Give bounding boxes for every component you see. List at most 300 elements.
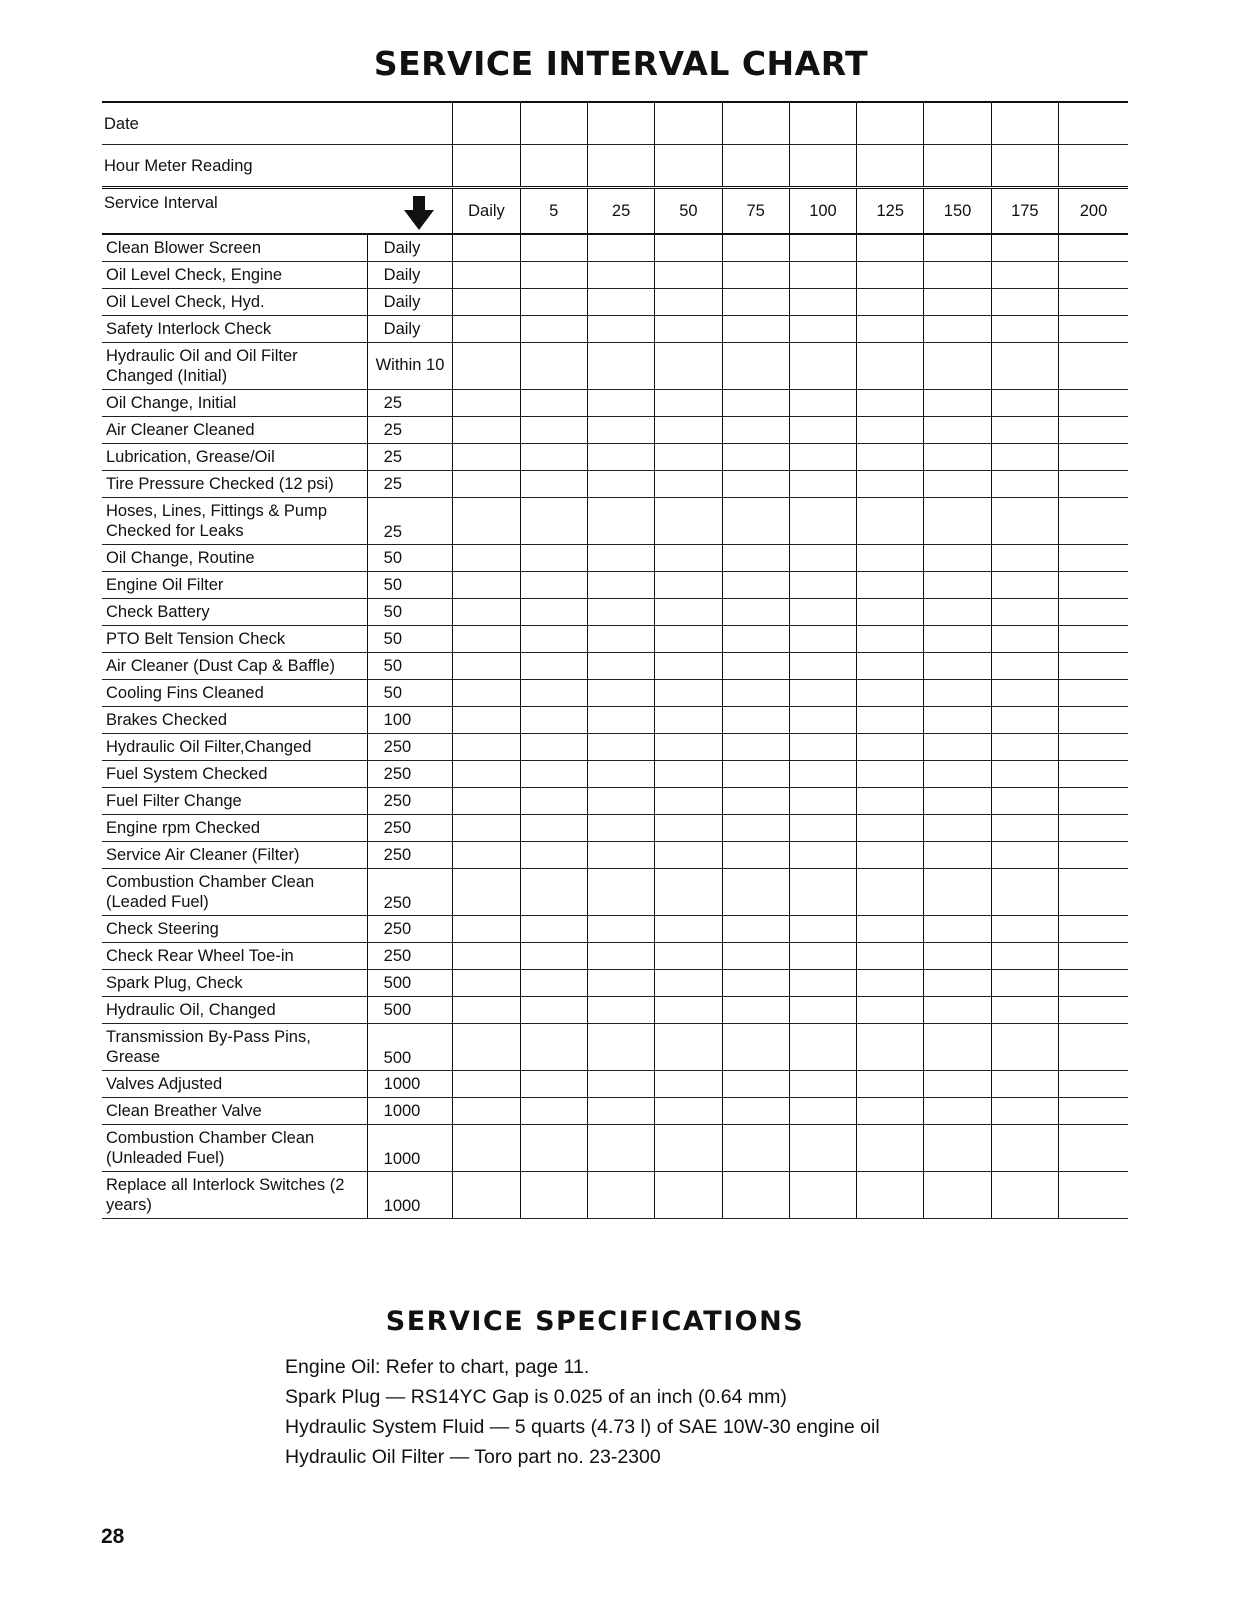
service-item-name: Check Rear Wheel Toe-in [102,943,367,970]
table-row [102,1172,1128,1219]
log-cell [789,943,856,970]
log-cell [789,788,856,815]
log-cell [453,815,520,842]
log-cell [789,234,856,262]
date-cell [587,102,654,145]
meter-cell [789,145,856,188]
log-cell [991,626,1058,653]
log-cell [520,1071,587,1098]
log-cell [789,1098,856,1125]
specs-list [285,1352,880,1472]
log-cell [924,572,991,599]
service-item-interval: 500 [367,997,453,1024]
log-cell [722,653,789,680]
log-cell [453,680,520,707]
log-cell [655,707,722,734]
log-cell [857,343,924,390]
log-cell [453,545,520,572]
service-item-interval: 250 [367,869,453,916]
log-cell [587,734,654,761]
service-item-name: Oil Change, Routine [102,545,367,572]
service-item-name: Transmission By-Pass Pins, Grease [102,1024,367,1071]
log-cell [789,680,856,707]
meter-cell [1059,145,1129,188]
log-cell [991,943,1058,970]
log-cell [924,599,991,626]
log-cell [520,653,587,680]
log-cell [453,788,520,815]
log-cell [789,653,856,680]
table-row [102,916,1128,943]
log-cell [587,916,654,943]
log-cell [722,707,789,734]
table-row [102,680,1128,707]
log-cell [1059,997,1129,1024]
service-item-name: Engine rpm Checked [102,815,367,842]
log-cell [722,1125,789,1172]
log-cell [655,289,722,316]
log-cell [857,626,924,653]
log-cell [655,734,722,761]
log-cell [722,390,789,417]
log-cell [924,1024,991,1071]
log-cell [722,444,789,471]
hour-col-header: 50 [655,188,722,235]
log-cell [520,1172,587,1219]
log-cell [520,916,587,943]
log-cell [587,262,654,289]
log-cell [857,1071,924,1098]
log-cell [991,815,1058,842]
log-cell [991,444,1058,471]
log-cell [655,653,722,680]
log-cell [857,599,924,626]
log-cell [722,734,789,761]
log-cell [722,943,789,970]
log-cell [857,1098,924,1125]
log-cell [722,572,789,599]
log-cell [789,545,856,572]
log-cell [587,1172,654,1219]
log-cell [924,1071,991,1098]
table-row [102,1024,1128,1071]
service-item-name: Check Steering [102,916,367,943]
date-cell [924,102,991,145]
service-item-name: Hoses, Lines, Fittings & Pump Checked for Leaks [102,498,367,545]
service-item-interval: 50 [367,545,453,572]
log-cell [789,343,856,390]
log-cell [655,417,722,444]
log-cell [520,869,587,916]
service-item-name: Combustion Chamber Clean (Unleaded Fuel) [102,1125,367,1172]
log-cell [587,471,654,498]
log-cell [722,1098,789,1125]
log-cell [722,316,789,343]
log-cell [789,707,856,734]
hour-col-header: 75 [722,188,789,235]
log-cell [991,343,1058,390]
log-cell [991,234,1058,262]
table-row [102,262,1128,289]
log-cell [655,1071,722,1098]
table-row [102,761,1128,788]
log-cell [924,444,991,471]
log-cell [722,788,789,815]
log-cell [587,626,654,653]
service-item-name: Valves Adjusted [102,1071,367,1098]
log-cell [520,970,587,997]
log-cell [587,234,654,262]
log-cell [857,680,924,707]
log-cell [520,680,587,707]
log-cell [520,626,587,653]
log-cell [1059,471,1129,498]
log-cell [991,545,1058,572]
log-cell [991,788,1058,815]
log-cell [655,234,722,262]
log-cell [1059,707,1129,734]
hour-col-header: 200 [1059,188,1129,235]
log-cell [789,599,856,626]
log-cell [789,1172,856,1219]
log-cell [789,1125,856,1172]
service-item-interval: 500 [367,1024,453,1071]
log-cell [655,788,722,815]
log-cell [587,417,654,444]
log-cell [924,869,991,916]
hour-col-header: Daily [453,188,520,235]
log-cell [924,653,991,680]
service-item-interval: 25 [367,498,453,545]
log-cell [857,815,924,842]
log-cell [587,997,654,1024]
log-cell [857,653,924,680]
meter-cell [520,145,587,188]
service-item-interval: Within 10 [367,343,453,390]
service-interval-table [102,101,1128,1219]
log-cell [587,707,654,734]
meter-cell [722,145,789,188]
log-cell [520,842,587,869]
hour-meter-label: Hour Meter Reading [102,145,453,188]
log-cell [924,316,991,343]
date-cell [453,102,520,145]
log-cell [520,599,587,626]
service-item-interval: Daily [367,262,453,289]
log-cell [857,1125,924,1172]
log-cell [587,572,654,599]
service-item-interval: 25 [367,417,453,444]
service-item-interval: 100 [367,707,453,734]
table-row [102,1098,1128,1125]
log-cell [587,653,654,680]
service-interval-row [102,188,1128,235]
service-item-interval: 1000 [367,1071,453,1098]
log-cell [857,545,924,572]
log-cell [453,1098,520,1125]
log-cell [991,997,1058,1024]
service-interval-header [102,188,453,235]
meter-cell [924,145,991,188]
log-cell [453,289,520,316]
service-item-interval: 50 [367,680,453,707]
log-cell [991,498,1058,545]
service-item-name: Lubrication, Grease/Oil [102,444,367,471]
log-cell [520,788,587,815]
log-cell [789,289,856,316]
log-cell [722,417,789,444]
service-item-name: Cooling Fins Cleaned [102,680,367,707]
service-item-interval: Daily [367,234,453,262]
service-interval-table-body [102,102,1128,1219]
log-cell [587,680,654,707]
service-item-interval: 1000 [367,1098,453,1125]
log-cell [991,761,1058,788]
log-cell [991,1071,1058,1098]
log-cell [655,1024,722,1071]
log-cell [857,1024,924,1071]
log-cell [520,390,587,417]
log-cell [655,545,722,572]
meter-cell [587,145,654,188]
log-cell [1059,545,1129,572]
log-cell [453,498,520,545]
log-cell [655,1098,722,1125]
log-cell [655,316,722,343]
log-cell [655,626,722,653]
log-cell [587,1098,654,1125]
log-cell [789,869,856,916]
log-cell [520,289,587,316]
log-cell [520,1024,587,1071]
log-cell [857,761,924,788]
table-row [102,1125,1128,1172]
table-row [102,997,1128,1024]
log-cell [453,316,520,343]
log-cell [924,289,991,316]
log-cell [991,869,1058,916]
table-row [102,815,1128,842]
log-cell [789,916,856,943]
log-cell [453,761,520,788]
service-item-interval: 250 [367,943,453,970]
service-item-name: Safety Interlock Check [102,316,367,343]
log-cell [991,289,1058,316]
log-cell [722,1024,789,1071]
log-cell [857,1172,924,1219]
log-cell [520,997,587,1024]
service-item-name: Check Battery [102,599,367,626]
log-cell [924,788,991,815]
log-cell [453,734,520,761]
log-cell [453,444,520,471]
log-cell [655,390,722,417]
log-cell [722,599,789,626]
log-cell [991,316,1058,343]
log-cell [1059,1125,1129,1172]
log-cell [1059,316,1129,343]
service-item-interval: 250 [367,916,453,943]
log-cell [857,262,924,289]
log-cell [587,343,654,390]
log-cell [655,869,722,916]
date-cell [1059,102,1129,145]
table-row [102,471,1128,498]
log-cell [991,916,1058,943]
log-cell [857,842,924,869]
table-row [102,626,1128,653]
log-cell [1059,653,1129,680]
log-cell [587,943,654,970]
log-cell [520,734,587,761]
down-arrow-icon [404,196,434,230]
hour-col-header: 100 [789,188,856,235]
table-row [102,707,1128,734]
log-cell [655,943,722,970]
log-cell [1059,788,1129,815]
log-cell [722,234,789,262]
log-cell [453,997,520,1024]
log-cell [453,653,520,680]
table-row [102,417,1128,444]
log-cell [453,262,520,289]
service-item-interval: 250 [367,734,453,761]
date-label: Date [102,102,453,145]
table-row [102,444,1128,471]
table-row [102,545,1128,572]
log-cell [655,1172,722,1219]
log-cell [453,572,520,599]
log-cell [722,471,789,498]
log-cell [453,943,520,970]
log-cell [924,1098,991,1125]
log-cell [857,417,924,444]
meter-cell [453,145,520,188]
log-cell [991,734,1058,761]
log-cell [924,234,991,262]
log-cell [1059,761,1129,788]
service-item-name: Clean Blower Screen [102,234,367,262]
table-row [102,869,1128,916]
meter-cell [655,145,722,188]
log-cell [587,289,654,316]
log-cell [789,842,856,869]
log-cell [1059,916,1129,943]
log-cell [924,680,991,707]
log-cell [991,707,1058,734]
log-cell [1059,626,1129,653]
log-cell [789,970,856,997]
log-cell [1059,262,1129,289]
log-cell [924,262,991,289]
log-cell [857,289,924,316]
table-row [102,498,1128,545]
log-cell [857,943,924,970]
table-row [102,234,1128,262]
log-cell [857,970,924,997]
log-cell [655,262,722,289]
log-cell [789,390,856,417]
log-cell [789,471,856,498]
log-cell [655,842,722,869]
log-cell [924,1172,991,1219]
log-cell [655,761,722,788]
service-item-interval: 50 [367,599,453,626]
log-cell [1059,417,1129,444]
log-cell [991,471,1058,498]
table-row [102,788,1128,815]
log-cell [520,707,587,734]
log-cell [789,262,856,289]
spec-hydraulic-filter: Hydraulic Oil Filter — Toro part no. 23-2300 [285,1446,661,1468]
log-cell [1059,343,1129,390]
log-cell [1059,1024,1129,1071]
log-cell [857,916,924,943]
service-item-interval: 250 [367,842,453,869]
log-cell [857,572,924,599]
log-cell [924,815,991,842]
service-item-name: Hydraulic Oil and Oil Filter Changed (Initial) [102,343,367,390]
log-cell [587,1125,654,1172]
service-item-name: Oil Level Check, Hyd. [102,289,367,316]
log-cell [587,390,654,417]
service-item-interval: Daily [367,316,453,343]
log-cell [991,680,1058,707]
log-cell [453,1024,520,1071]
log-cell [924,471,991,498]
log-cell [655,815,722,842]
log-cell [722,916,789,943]
service-item-interval: 250 [367,761,453,788]
log-cell [655,916,722,943]
date-cell [991,102,1058,145]
table-row [102,599,1128,626]
log-cell [924,390,991,417]
log-cell [722,761,789,788]
log-cell [453,707,520,734]
log-cell [722,815,789,842]
log-cell [587,498,654,545]
log-cell [722,545,789,572]
date-cell [789,102,856,145]
log-cell [1059,1098,1129,1125]
log-cell [991,842,1058,869]
log-cell [857,498,924,545]
log-cell [1059,1172,1129,1219]
log-cell [1059,815,1129,842]
log-cell [655,343,722,390]
service-item-name: PTO Belt Tension Check [102,626,367,653]
service-item-name: Spark Plug, Check [102,970,367,997]
log-cell [991,390,1058,417]
table-row [102,1071,1128,1098]
log-cell [722,680,789,707]
log-cell [991,1024,1058,1071]
log-cell [655,471,722,498]
log-cell [453,471,520,498]
log-cell [453,842,520,869]
log-cell [722,289,789,316]
log-cell [722,498,789,545]
log-cell [722,1071,789,1098]
log-cell [924,842,991,869]
log-cell [1059,680,1129,707]
service-item-interval: 25 [367,390,453,417]
service-item-name: Combustion Chamber Clean (Leaded Fuel) [102,869,367,916]
log-cell [857,471,924,498]
log-cell [857,390,924,417]
spec-spark-plug: Spark Plug — RS14YC Gap is 0.025 of an inch (0.64 mm) [285,1386,787,1408]
